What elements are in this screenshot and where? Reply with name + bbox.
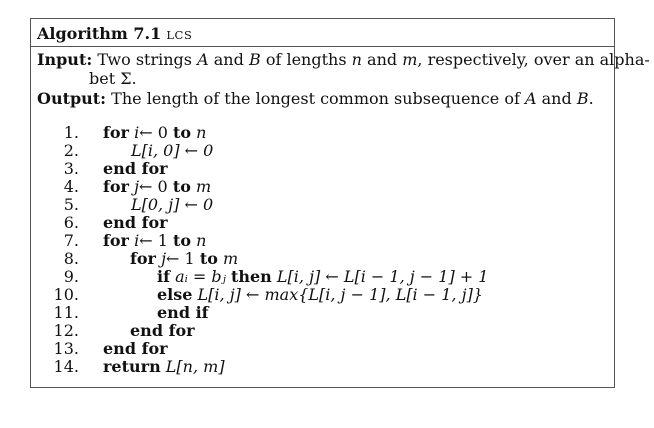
loop-to: m	[222, 249, 239, 268]
output-text: .	[588, 89, 594, 108]
input-text: Two strings	[97, 50, 193, 69]
line-number: 6.	[63, 213, 79, 232]
keyword-then: then	[230, 267, 272, 286]
code-statement	[130, 250, 238, 268]
return-value: L[n, m]	[165, 357, 225, 376]
algorithm-title	[37, 25, 192, 44]
code-line-4	[31, 178, 611, 196]
keyword-if: if	[157, 267, 170, 286]
keyword-to: to	[199, 249, 218, 268]
code-line-9	[31, 268, 611, 286]
input-text: and	[367, 50, 398, 69]
code-statement	[157, 268, 488, 286]
input-var-a: A	[197, 50, 209, 69]
loop-from: ← 0	[139, 177, 168, 196]
input-text: and	[213, 50, 244, 69]
output-text: The length of the longest common subsequence of	[111, 89, 520, 108]
keyword-end-for: end for	[103, 159, 168, 178]
output-label: Output:	[37, 89, 107, 108]
input-text: of lengths	[265, 50, 347, 69]
loop-to: n	[196, 123, 207, 142]
line-number: 3.	[63, 159, 79, 178]
code-line-6	[31, 214, 611, 232]
input-var-m: m	[402, 50, 418, 69]
loop-var: j	[161, 249, 167, 268]
code-line-12	[31, 322, 611, 340]
input-var-n: n	[351, 50, 362, 69]
keyword-end-if: end if	[157, 303, 209, 322]
output-text: and	[541, 89, 572, 108]
loop-from: ← 1	[166, 249, 195, 268]
assignment: L[i, j] ← max{L[i, j − 1], L[i − 1, j]}	[197, 285, 483, 304]
line-number: 10.	[53, 285, 79, 304]
keyword-for: for	[103, 231, 129, 250]
input-text: bet Σ.	[89, 69, 137, 88]
code-statement	[103, 124, 206, 142]
line-number: 14.	[53, 357, 79, 376]
code-statement	[103, 178, 211, 196]
code-line-8	[31, 250, 611, 268]
algorithm-name: LCS	[166, 28, 193, 42]
loop-from: ← 1	[139, 231, 168, 250]
input-var-b: B	[248, 50, 261, 69]
loop-var: i	[134, 123, 140, 142]
code-statement: L[i, 0] ← 0	[131, 141, 214, 160]
if-condition: aᵢ = bⱼ	[175, 267, 226, 286]
line-number: 8.	[63, 249, 79, 268]
code-statement	[103, 358, 225, 376]
code-line-2	[31, 142, 611, 160]
algorithm-label: Algorithm 7.1	[37, 24, 162, 43]
keyword-to: to	[172, 177, 191, 196]
line-number: 5.	[63, 195, 79, 214]
keyword-to: to	[172, 123, 192, 142]
code-statement	[157, 286, 483, 304]
code-statement	[103, 232, 206, 250]
input-line-1	[37, 51, 650, 69]
code-line-5	[31, 196, 611, 214]
output-var-b: B	[576, 89, 589, 108]
output-var-a: A	[524, 89, 537, 108]
line-number: 13.	[53, 339, 79, 358]
assignment: L[i, j] ← L[i − 1, j − 1] + 1	[276, 267, 489, 286]
keyword-end-for: end for	[130, 321, 195, 340]
code-line-7	[31, 232, 611, 250]
code-line-10	[31, 286, 611, 304]
keyword-end-for: end for	[103, 213, 168, 232]
keyword-for: for	[103, 123, 129, 142]
keyword-end-for: end for	[103, 339, 168, 358]
output-line	[37, 90, 594, 108]
keyword-for: for	[130, 249, 156, 268]
code-line-13	[31, 340, 611, 358]
input-line-2	[89, 70, 137, 88]
line-number: 7.	[63, 231, 79, 250]
code-statement: L[0, j] ← 0	[131, 195, 214, 214]
keyword-for: for	[103, 177, 129, 196]
algorithm-box	[30, 18, 650, 388]
keyword-to: to	[172, 231, 192, 250]
code-line-11	[31, 304, 611, 322]
input-label: Input:	[37, 50, 93, 69]
line-number: 4.	[63, 177, 79, 196]
code-line-1	[31, 124, 611, 142]
header-rule	[31, 46, 614, 47]
code-line-3	[31, 160, 611, 178]
loop-var: j	[134, 177, 140, 196]
line-number: 11.	[53, 303, 79, 322]
line-number: 9.	[63, 267, 79, 286]
line-number: 2.	[63, 141, 79, 160]
code-line-14	[31, 358, 611, 376]
keyword-else: else	[157, 285, 193, 304]
loop-var: i	[134, 231, 140, 250]
input-text: , respectively, over an alpha-	[417, 50, 650, 69]
loop-to: n	[196, 231, 207, 250]
keyword-return: return	[103, 357, 161, 376]
line-number: 12.	[53, 321, 79, 340]
loop-from: ← 0	[139, 123, 168, 142]
line-number: 1.	[63, 123, 79, 142]
loop-to: m	[195, 177, 212, 196]
